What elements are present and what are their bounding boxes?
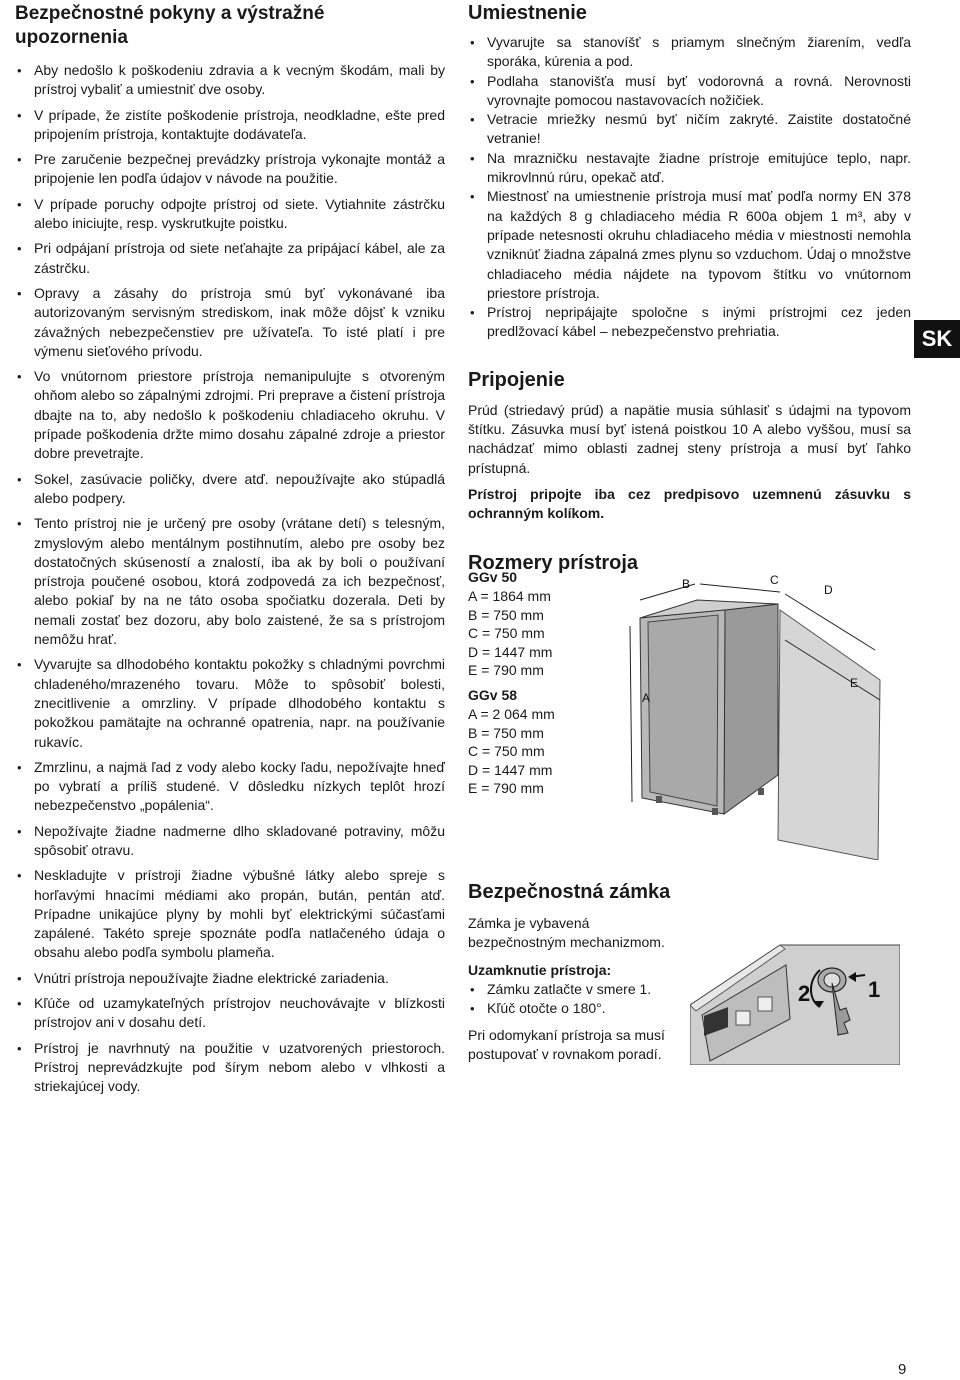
safety-item: • Pri odpájaní prístroja od siete neťahajte za pripájací kábel, ale za zástrčku.	[15, 239, 445, 278]
placement-item: • Prístroj nepripájajte spoločne s inými prístrojmi cez jeden predlžovací kábel – nebezpečenstvo prehriatia.	[468, 303, 911, 342]
safety-list	[15, 61, 445, 1097]
safety-item: • Vyvarujte sa dlhodobého kontaktu pokožky s chladnými povrchmi chladeného/mrazeného tovaru. Môže to spôsobiť bolesti, znecitlivenie a omrzliny. V prípade dlhodobého kontaktu s pokožkou pamätajte na ochranné opatrenia, napr. na používanie rukavíc.	[15, 655, 445, 751]
safety-title-line-1: Bezpečnostné pokyny a výstražné	[15, 3, 325, 24]
diagram-label-e: E	[850, 676, 859, 690]
lock-step: • Zámku zatlačte v smere 1.	[468, 980, 683, 999]
dimension-value: E = 790 mm	[468, 662, 544, 679]
safety-item: • Vnútri prístroja nepoužívajte žiadne elektrické zariadenia.	[15, 969, 445, 988]
dimension-line-a	[630, 626, 632, 802]
diagram-label-b: B	[682, 577, 691, 591]
model-name: GGv 50	[468, 569, 518, 585]
step-number-1: 1	[868, 977, 881, 1002]
placement-item: • Vetracie mriežky nesmú byť ničím zakryté. Zaistite dostatočné vetranie!	[468, 110, 911, 149]
safety-section	[15, 0, 445, 1103]
placement-section	[468, 0, 911, 575]
dimension-value: B = 750 mm	[468, 606, 544, 623]
dimension-value: B = 750 mm	[468, 724, 544, 741]
safety-item: • Pre zaručenie bezpečnej prevádzky prístroja vykonajte montáž a pripojenie len podľa údajov v návode na použitie.	[15, 150, 445, 189]
page-number: 9	[898, 1361, 907, 1378]
lock-illustration	[690, 915, 900, 1065]
safety-item: • Prístroj je navrhnutý na použitie v uzatvorených priestoroch. Prístroj neprevádzkujte pod šírym nebom alebo v vlhkosti a striekajúcej vody.	[15, 1039, 445, 1097]
dimension-value: A = 2 064 mm	[468, 705, 555, 722]
connection-warning: Prístroj pripojte iba cez predpisovo uzemnenú zásuvku s ochranným kolíkom.	[468, 485, 911, 522]
cabinet-foot	[712, 808, 718, 815]
cabinet-foot	[656, 796, 662, 803]
safety-item: • V prípade, že zistíte poškodenie prístroja, neodkladne, ešte pred pripojením prístroja, kontaktujte dodávateľa.	[15, 106, 445, 145]
diagram-label-a: A	[642, 691, 651, 705]
lock-title: Bezpečnostná zámka	[468, 881, 671, 903]
dimensions-title: Rozmery prístroja	[468, 551, 639, 574]
cabinet-side	[724, 604, 778, 814]
safety-item: • Aby nedošlo k poškodeniu zdravia a k vecným škodám, mali by prístroj vybaliť a umiestniť dve osoby.	[15, 61, 445, 100]
freezer-dimension-diagram	[620, 570, 890, 860]
safety-title	[15, 2, 445, 50]
dimension-value: C = 750 mm	[468, 625, 545, 642]
diagram-label-c: C	[770, 573, 779, 587]
dimension-value: A = 1864 mm	[468, 588, 551, 604]
connection-text: Prúd (striedavý prúd) a napätie musia súhlasiť s údajmi na typovom štítku. Zásuvka musí byť istená poistkou 10 A alebo vyššou, musí sa nachádzať mimo oblasti zadnej steny prístroja a musí byť ľahko prístupná.	[468, 401, 911, 476]
safety-item: • Neskladujte v prístroji žiadne výbušné látky alebo spreje s horľavými hnacími médiami ako propán, bután, pentán atď. Prípadne unikajúce plyny by mohli byť elektrickými súčasťami zapálené. Takéto spreje spoznáte podľa natlačeného údaja o obsahu alebo podľa symbolu plameňa.	[15, 866, 445, 962]
step-number-2: 2	[798, 981, 811, 1006]
dimension-value: E = 790 mm	[468, 780, 544, 797]
lock-steps	[468, 980, 683, 1019]
safety-item: • Sokel, zasúvacie poličky, dvere atď. nepoužívajte ako stúpadlá alebo podpery.	[15, 470, 445, 509]
panel-button-icon	[758, 997, 772, 1011]
placement-item: • Podlaha stanovišťa musí byť vodorovná a rovná. Nerovnosti vyrovnajte pomocou nastavovacích nožičiek.	[468, 72, 911, 111]
dimension-value: C = 750 mm	[468, 743, 545, 760]
placement-item: • Vyvarujte sa stanovíšť s priamym slnečným žiarením, vedľa sporáka, kúrenia a pod.	[468, 33, 911, 72]
connection-title: Pripojenie	[468, 368, 565, 391]
cabinet-door	[648, 615, 718, 806]
lock-step: • Kľúč otočte o 180°.	[468, 999, 683, 1018]
lock-outro: Pri odomykaní prístroja sa musí postupovať v rovnakom poradí.	[468, 1027, 665, 1063]
safety-item: • Vo vnútornom priestore prístroja nemanipulujte s otvoreným ohňom alebo so zápalnými zdrojmi. Pri preprave a čistení prístroja dbajte na to, aby nedošlo k poškodeniu chladiaceho okruhu. V prípade poškodenia držte mimo dosahu zápalné zdroje a priestor dobre prevetrajte.	[15, 367, 445, 463]
panel-button-icon	[736, 1011, 750, 1025]
cabinet-foot	[758, 788, 764, 795]
placement-list	[468, 33, 911, 342]
diagram-label-d: D	[824, 583, 833, 597]
wall-shape	[778, 610, 880, 860]
safety-item: • V prípade poruchy odpojte prístroj od siete. Vytiahnite zástrčku alebo iniciujte, resp. vyskrutkujte poistku.	[15, 195, 445, 234]
placement-title: Umiestnenie	[468, 2, 587, 24]
language-badge: SK	[914, 320, 960, 358]
lock-subtitle: Uzamknutie prístroja:	[468, 961, 612, 978]
dimension-value: D = 1447 mm	[468, 643, 553, 660]
placement-item: • Miestnosť na umiestnenie prístroja musí mať podľa normy EN 378 na každých 8 g chladiaceho média R 600a objem 1 m³, aby v prípade netesnosti okruhu chladiaceho média v miestnosti nemohla vzniknúť žiadna zápalná zmes plynu so vzduchom. Údaj o množstve chladiaceho média nájdete na typovom štítku vo vnútornom priestore prístroja.	[468, 187, 911, 303]
safety-title-line-2: upozornenia	[15, 27, 128, 48]
safety-item: • Kľúče od uzamykateľných prístrojov neuchovávajte v blízkosti prístrojov ani v dosahu detí.	[15, 994, 445, 1033]
dimension-line-c	[700, 584, 780, 592]
safety-item: • Tento prístroj nie je určený pre osoby (vrátane detí) s telesným, zmyslovým alebo mentálnym postihnutím, alebo pre osoby bez dostatočných skúseností a znalostí, iba ak by boli o používaní prístroja poučené osobou, ktorá zodpovedá za ich bezpečnosť, alebo pokiaľ by na ne táto osoba spočiatku dozerala. Deti by nemali zostať bez dozoru, aby bolo zaistené, že sa s prístrojom nemôžu hrať.	[15, 514, 445, 649]
model-name: GGv 58	[468, 686, 518, 703]
safety-item: • Nepožívajte žiadne nadmerne dlho skladované potraviny, môžu spôsobiť otravu.	[15, 822, 445, 861]
safety-item: • Opravy a zásahy do prístroja smú byť vykonávané iba autorizovaným servisným strediskom, inak môže dôjsť k vzniku závažných nebezpečenstiev pre užívateľa. To isté platí i pre výmenu sieťového prívodu.	[15, 284, 445, 361]
placement-item: • Na mrazničku nestavajte žiadne prístroje emitujúce teplo, napr. mikrovlnnú rúru, opekač atď.	[468, 149, 911, 188]
dimension-value: D = 1447 mm	[468, 761, 553, 778]
lock-intro: Zámka je vybavená bezpečnostným mechanizmom.	[468, 915, 665, 951]
safety-item: • Zmrzlinu, a najmä ľad z vody alebo kocky ľadu, nepožívajte hneď po vybratí a príliš studené. V dôsledku nízkych teplôt hrozí nebezpečenstvo „popálenia“.	[15, 758, 445, 816]
dimensions-list	[468, 568, 608, 798]
lock-section	[468, 880, 683, 1065]
